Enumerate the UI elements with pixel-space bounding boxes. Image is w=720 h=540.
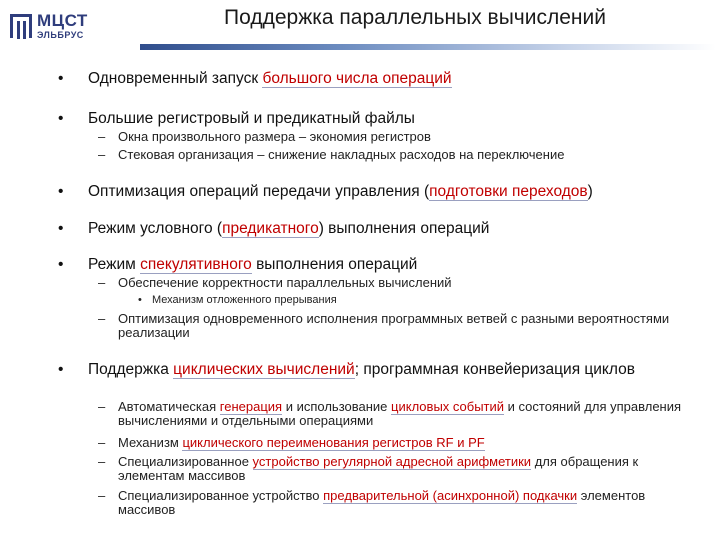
bullet-icon: • — [58, 361, 64, 378]
sub-item-5-2 — [98, 311, 698, 340]
sub-item-text: Оптимизация одновременного исполнения программных ветвей с разными вероятностями реализации — [118, 311, 670, 340]
dash-icon: – — [98, 435, 106, 450]
sub-sub-item-5-1-1 — [138, 294, 692, 306]
bullet-icon: • — [58, 256, 64, 273]
dash-icon: – — [98, 311, 106, 326]
header-rule — [140, 44, 716, 50]
logo-mark-icon — [10, 14, 32, 38]
item-6-highlight: циклических вычислений — [173, 361, 355, 378]
sub-item-text: для обращения к элементам массивов — [118, 454, 639, 483]
bullet-icon: • — [58, 220, 64, 237]
bullet-icon: • — [58, 183, 64, 200]
sub-item-text: и использование — [282, 399, 392, 414]
sub-sub-item-text: Механизм отложенного прерывания — [152, 294, 337, 306]
logo-text — [37, 12, 88, 40]
item-5-text-end: выполнения операций — [251, 256, 418, 273]
item-6-text: Поддержка — [88, 361, 174, 378]
item-4-text-end: ) выполнения операций — [318, 220, 490, 237]
dash-icon: – — [98, 454, 106, 469]
bullet-item-4 — [58, 220, 698, 237]
sub-item-highlight: цикловых событий — [391, 399, 505, 414]
sub-item-6-4 — [98, 488, 698, 517]
sub-item-2-1 — [98, 129, 698, 144]
item-3-text: Оптимизация операций передачи управления ( — [88, 183, 430, 200]
item-1-text: Одновременный запуск — [88, 70, 263, 87]
item-3-highlight: подготовки переходов — [429, 183, 588, 200]
logo-main-text: МЦСТ — [37, 11, 88, 30]
item-5-highlight: спекулятивного — [140, 256, 252, 273]
sub-item-text: Специализированное — [118, 454, 253, 469]
bullet-item-3 — [58, 183, 698, 200]
dash-icon: – — [98, 129, 106, 144]
bullet-item-1 — [58, 70, 698, 87]
sub-item-text: Обеспечение корректности параллельных вычислений — [118, 275, 452, 290]
bullet-icon: • — [58, 110, 64, 127]
sub-item-text: и состояний для управления вычислениями и отдельными операциями — [118, 399, 682, 428]
sub-item-highlight: предварительной (асинхронной) подкачки — [323, 488, 578, 503]
sub-item-highlight: генерация — [219, 399, 283, 414]
sub-item-text: Автоматическая — [118, 399, 220, 414]
sub-item-6-1 — [98, 399, 698, 428]
bullet-item-2 — [58, 110, 698, 127]
slide-title: Поддержка параллельных вычислений — [224, 6, 606, 29]
sub-item-5-1 — [98, 275, 698, 290]
sub-item-highlight: устройство регулярной адресной арифметики — [252, 454, 532, 469]
item-2-text: Большие регистровый и предикатный файлы — [88, 110, 415, 127]
sub-item-6-2 — [98, 435, 698, 450]
logo-sub-text: ЭЛЬБРУС — [37, 30, 84, 40]
bullet-item-5 — [58, 256, 698, 273]
mcst-elbrus-logo — [10, 6, 120, 46]
sub-item-2-2 — [98, 147, 698, 162]
small-bullet-icon: • — [138, 294, 142, 306]
dash-icon: – — [98, 488, 106, 503]
bullet-item-6 — [58, 361, 698, 378]
item-4-highlight: предикатного — [222, 220, 319, 237]
sub-item-6-3 — [98, 454, 698, 483]
sub-item-highlight: циклического переименования регистров RF и PF — [182, 435, 485, 450]
sub-item-text: Специализированное устройство — [118, 488, 324, 503]
dash-icon: – — [98, 147, 106, 162]
sub-item-text: элементов массивов — [118, 488, 646, 517]
item-4-text: Режим условного ( — [88, 220, 223, 237]
item-5-text: Режим — [88, 256, 141, 273]
item-1-highlight: большого числа операций — [262, 70, 452, 87]
dash-icon: – — [98, 399, 106, 414]
item-6-text-end: ; программная конвейеризация циклов — [354, 361, 635, 378]
sub-item-text: Стековая организация – снижение накладных расходов на переключение — [118, 147, 565, 162]
bullet-icon: • — [58, 70, 64, 87]
sub-item-text: Механизм — [118, 435, 183, 450]
dash-icon: – — [98, 275, 106, 290]
sub-item-text: Окна произвольного размера – экономия регистров — [118, 129, 431, 144]
item-3-text-end: ) — [587, 183, 593, 200]
